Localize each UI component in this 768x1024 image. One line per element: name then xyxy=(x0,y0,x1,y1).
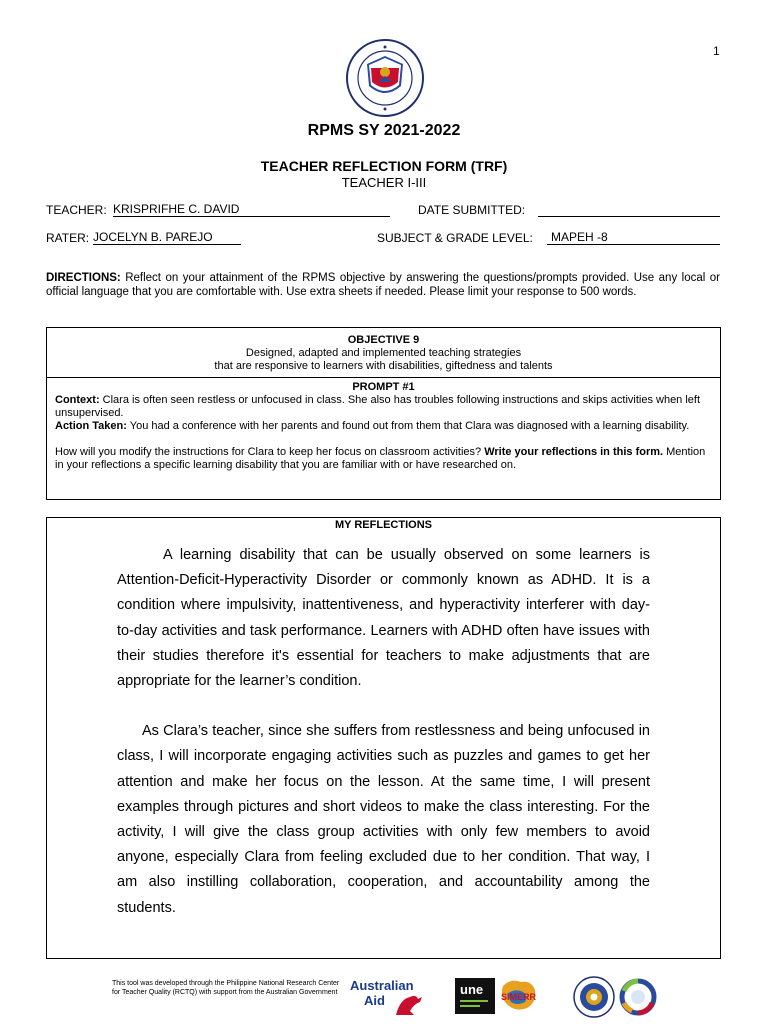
objective-header xyxy=(47,328,720,378)
action-label: Action Taken: xyxy=(55,420,127,432)
subject-label: SUBJECT & GRADE LEVEL: xyxy=(377,231,533,245)
prompt-action xyxy=(55,420,712,433)
prompt-title: PROMPT #1 xyxy=(352,381,415,393)
subject-value: MAPEH -8 xyxy=(551,230,608,244)
rater-label: RATER: xyxy=(46,231,90,245)
question-bold: Write your reflections in this form. xyxy=(484,446,664,458)
directions xyxy=(46,271,720,299)
reflections-box xyxy=(46,517,721,959)
objective-line-1: Designed, adapted and implemented teaching strategies xyxy=(245,347,522,359)
teacher-field[interactable] xyxy=(113,202,390,217)
prompt-section xyxy=(47,378,720,472)
smerr-logo xyxy=(497,976,539,1016)
context-text: Clara is often seen restless or unfocused in class. She also has troubles following instructions and skips activities when left unsupervised. xyxy=(55,394,701,419)
australian-aid-line1: Australian xyxy=(350,978,414,993)
date-field[interactable] xyxy=(538,202,720,217)
rctq-seal-icon xyxy=(573,976,615,1018)
teacher-value: KRISPRIFHE C. DAVID xyxy=(113,202,240,216)
question-text: How will you modify the instructions for Clara to keep her focus on classroom activities? xyxy=(55,446,482,458)
teacher-label: TEACHER: xyxy=(46,203,107,217)
kangaroo-icon xyxy=(396,996,422,1015)
date-label: DATE SUBMITTED: xyxy=(418,203,526,217)
deped-seal-icon xyxy=(345,38,425,118)
reflection-paragraph-1: A learning disability that can be usually observed on some learners is Attention-Deficit-Hyperactivity Disorder or commonly known as ADHD. It is a condition where impulsivity, inattentiveness, and hyperactivity interferer with day-to-day activities and task performance. Learners with ADHD often have issues with their studies therefore it's essential for teachers to make adjustments that are appropriate for the learner’s condition. xyxy=(117,547,650,690)
directions-text: Reflect on your attainment of the RPMS objective by answering the questions/prompts provided. Use any local or official language that you are comfortable with. Use extra sheets if needed. Please limit your response to 500 words. xyxy=(46,272,720,298)
context-label: Context: xyxy=(55,394,100,406)
reflection-text xyxy=(117,543,650,921)
rater-field[interactable] xyxy=(93,230,241,245)
une-logo xyxy=(455,978,495,1014)
smerr-text: SiMERR xyxy=(501,992,537,1002)
action-text: You had a conference with her parents and found out from them that Clara was diagnosed with a learning disability. xyxy=(129,420,690,432)
une-text: une xyxy=(460,982,484,997)
prompt-question xyxy=(55,446,712,472)
directions-label: DIRECTIONS: xyxy=(46,272,121,284)
rpms-title: RPMS SY 2021-2022 xyxy=(307,122,461,139)
reflections-title: MY REFLECTIONS xyxy=(335,519,432,531)
objective-title: OBJECTIVE 9 xyxy=(347,334,420,346)
form-subtitle: TEACHER I-III xyxy=(341,175,427,190)
australian-aid-logo xyxy=(350,977,428,1017)
reflection-paragraph-2: As Clara’s teacher, since she suffers from restlessness and being unfocused in class, I will incorporate engaging activities such as puzzles and games to get her attention and make her focus on the lesson. At the same time, I will present examples through pictures and short videos to make the class interesting. For the activity, I will give the class group activities with only few members to avoid anyone, especially Clara from feeling excluded due to her condition. That way, I am also instilling collaboration, cooperation, and accountability among the students. xyxy=(117,723,650,916)
subject-field[interactable] xyxy=(547,230,720,245)
objective-line-2: that are responsive to learners with disabilities, giftedness and talents xyxy=(214,360,553,372)
rater-value: JOCELYN B. PAREJO xyxy=(93,230,213,244)
objective-box xyxy=(46,327,721,500)
form-title: TEACHER REFLECTION FORM (TRF) xyxy=(260,158,508,174)
rctq-logo-icon xyxy=(617,977,659,1017)
page-number: 1 xyxy=(713,44,720,58)
footer-note: This tool was developed through the Philippine National Research Center for Teacher Quality (RCTQ) with support from the Australian Government xyxy=(112,980,340,996)
question-tail: Mention in your reflections a specific learning disability that you are familiar with or have researched on. xyxy=(55,446,706,471)
prompt-context xyxy=(55,394,712,420)
australian-aid-line2: Aid xyxy=(364,993,385,1008)
